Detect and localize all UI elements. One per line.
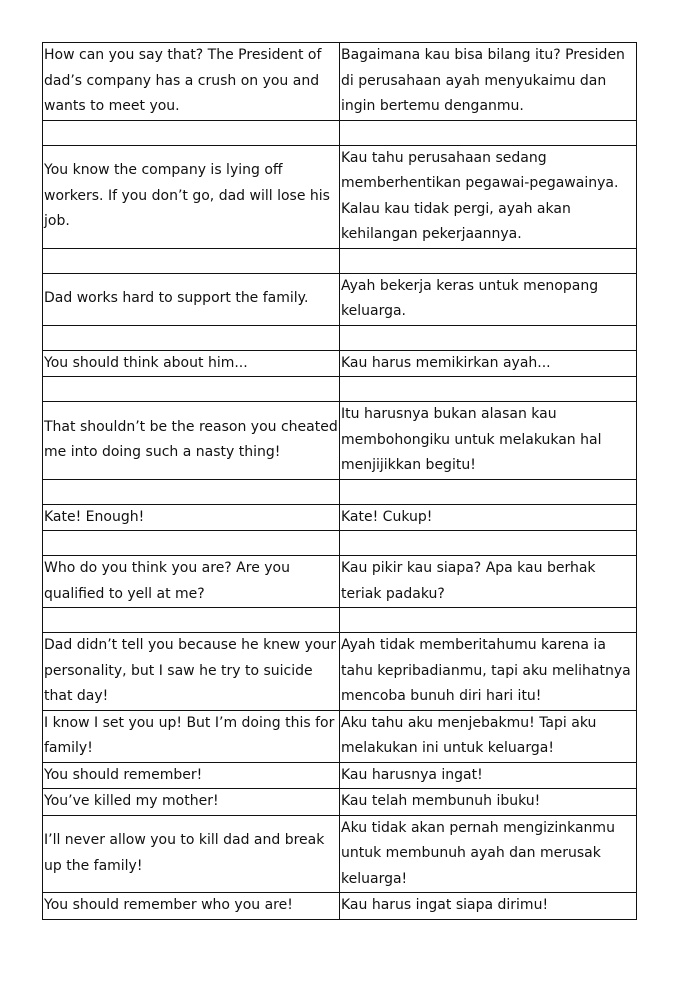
table-row [43,350,637,377]
english-cell: That shouldn’t be the reason you cheated me into doing such a nasty thing! [43,402,340,480]
table-row [43,145,637,248]
table-row [43,893,637,920]
english-cell: How can you say that? The President of dad’s company has a crush on you and wants to meet you. [43,43,340,121]
empty-cell [340,608,637,633]
empty-row [43,531,637,556]
indonesian-cell: Bagaimana kau bisa bilang itu? Presiden di perusahaan ayah menyukaimu dan ingin bertemu denganmu. [340,43,637,121]
english-cell: You should remember! [43,762,340,789]
english-cell: Kate! Enough! [43,504,340,531]
english-cell: You know the company is lying off workers. If you don’t go, dad will lose his job. [43,145,340,248]
empty-cell [43,608,340,633]
english-cell: I’ll never allow you to kill dad and break up the family! [43,815,340,893]
table-row [43,273,637,325]
indonesian-cell: Kau harus ingat siapa dirimu! [340,893,637,920]
indonesian-cell: Ayah tidak memberitahumu karena ia tahu kepribadianmu, tapi aku melihatnya mencoba bunuh diri hari itu! [340,633,637,711]
empty-row [43,608,637,633]
indonesian-cell: Aku tahu aku menjebakmu! Tapi aku melakukan ini untuk keluarga! [340,710,637,762]
indonesian-cell: Itu harusnya bukan alasan kau membohongiku untuk melakukan hal menjijikkan begitu! [340,402,637,480]
empty-row [43,248,637,273]
empty-cell [43,377,340,402]
table-row [43,43,637,121]
indonesian-cell: Kau tahu perusahaan sedang memberhentikan pegawai-pegawainya. Kalau kau tidak pergi, ayah akan kehilangan pekerjaannya. [340,145,637,248]
table-row [43,762,637,789]
table-row [43,815,637,893]
indonesian-cell: Aku tidak akan pernah mengizinkanmu untuk membunuh ayah dan merusak keluarga! [340,815,637,893]
table-row [43,789,637,816]
empty-cell [43,479,340,504]
english-cell: Dad didn’t tell you because he knew your personality, but I saw he try to suicide that day! [43,633,340,711]
table-row [43,556,637,608]
empty-cell [340,120,637,145]
indonesian-cell: Ayah bekerja keras untuk menopang keluarga. [340,273,637,325]
indonesian-cell: Kau pikir kau siapa? Apa kau berhak teriak padaku? [340,556,637,608]
english-cell: I know I set you up! But I’m doing this for family! [43,710,340,762]
indonesian-cell: Kau telah membunuh ibuku! [340,789,637,816]
indonesian-cell: Kau harus memikirkan ayah... [340,350,637,377]
empty-row [43,479,637,504]
empty-cell [43,531,340,556]
english-cell: You should remember who you are! [43,893,340,920]
english-cell: You’ve killed my mother! [43,789,340,816]
empty-cell [340,325,637,350]
table-row [43,710,637,762]
table-row [43,633,637,711]
empty-cell [43,248,340,273]
empty-row [43,325,637,350]
empty-cell [43,120,340,145]
translation-table [42,42,637,920]
english-cell: Dad works hard to support the family. [43,273,340,325]
indonesian-cell: Kate! Cukup! [340,504,637,531]
empty-cell [340,531,637,556]
empty-row [43,377,637,402]
empty-cell [340,377,637,402]
english-cell: You should think about him... [43,350,340,377]
indonesian-cell: Kau harusnya ingat! [340,762,637,789]
english-cell: Who do you think you are? Are you qualified to yell at me? [43,556,340,608]
empty-cell [340,248,637,273]
empty-cell [43,325,340,350]
table-row [43,402,637,480]
empty-row [43,120,637,145]
table-row [43,504,637,531]
empty-cell [340,479,637,504]
